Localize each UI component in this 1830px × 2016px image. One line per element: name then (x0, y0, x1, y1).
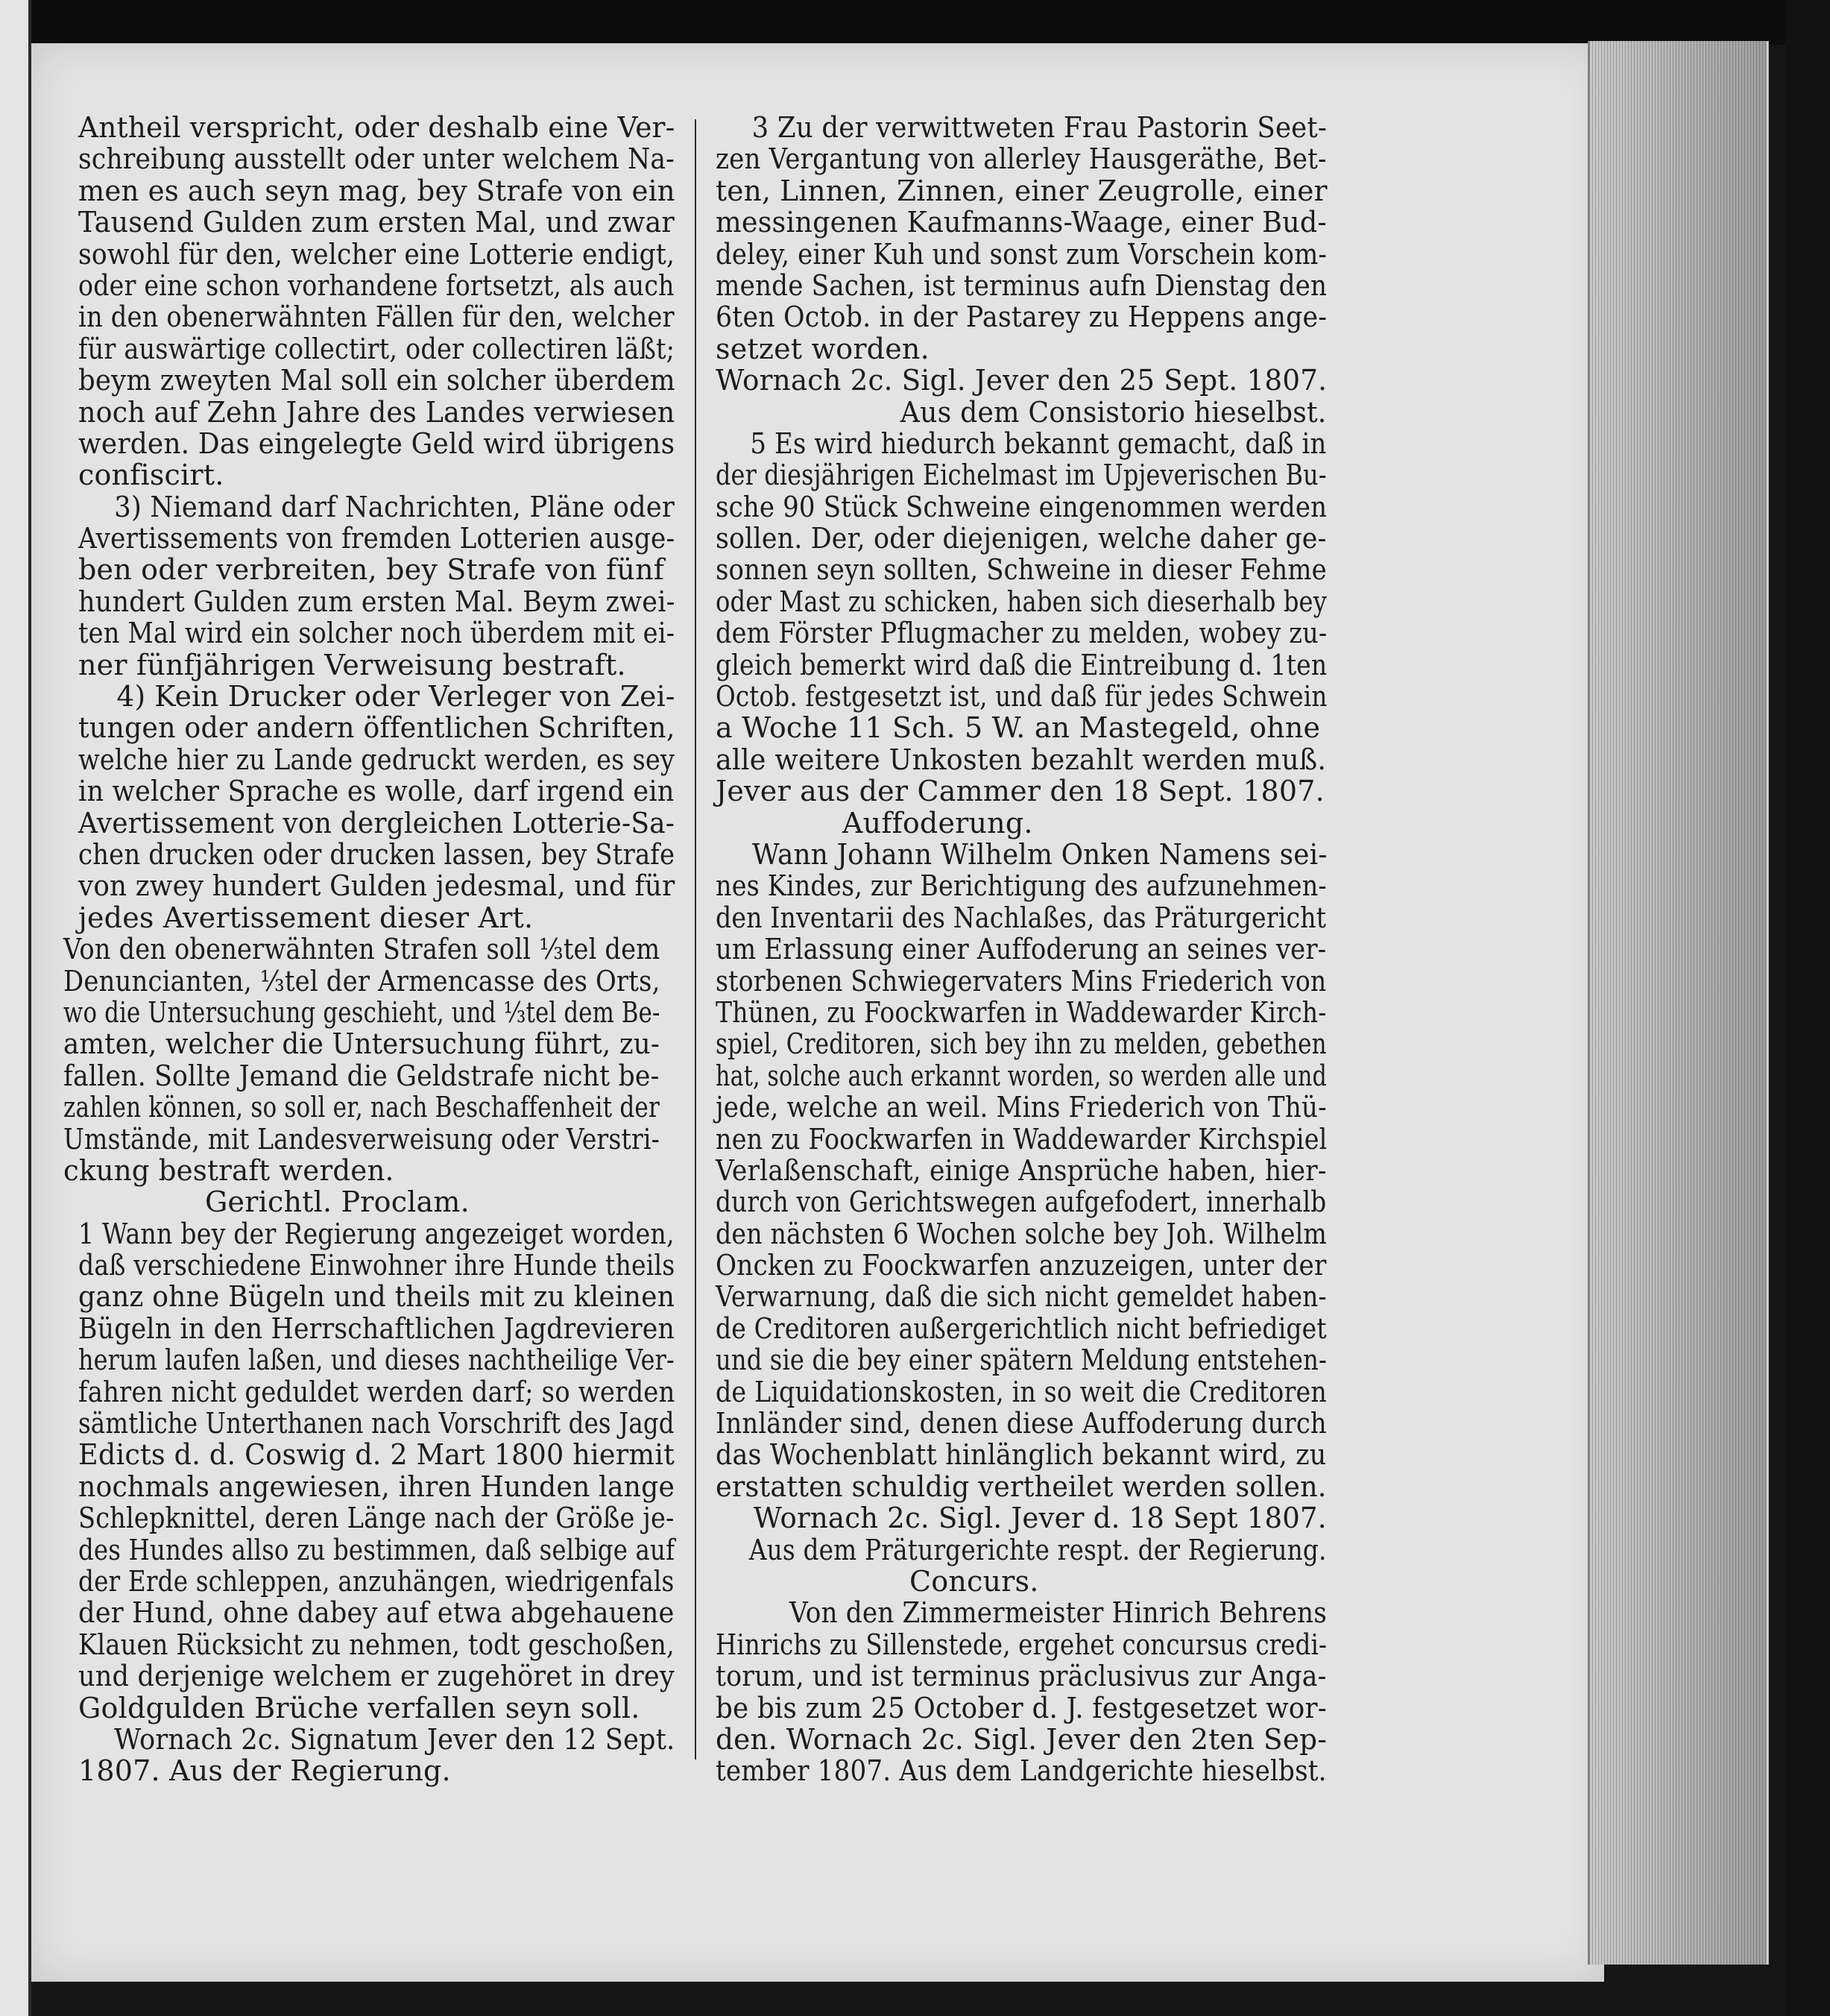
text-line: durch von Gerichtswegen aufgefodert, innerhalb (716, 1185, 1327, 1219)
page-stack-shade (1588, 41, 1767, 1965)
text-line: Wornach 2c. Sigl. Jever den 25 Sept. 1807. (716, 364, 1328, 397)
text-line: Denuncianten, ⅓tel der Armencasse des Orts, (63, 964, 660, 998)
text-line: spiel, Creditoren, sich bey ihn zu melden, gebethen (716, 1027, 1327, 1061)
text-line: 6ten Octob. in der Pastarey zu Heppens ange- (716, 300, 1328, 334)
text-line: men es auch seyn mag, bey Strafe von ein (78, 174, 675, 207)
text-line: hat, solche auch erkannt worden, so werden alle und (716, 1059, 1327, 1092)
text-line: Thünen, zu Foockwarfen in Waddewarder Kirch- (716, 995, 1327, 1029)
text-line: des Hundes allso zu bestimmen, daß selbige auf (78, 1533, 675, 1566)
text-line: amten, welcher die Untersuchung führt, zu- (63, 1027, 660, 1061)
text-line: Aus dem Consistorio hieselbst. (900, 395, 1327, 429)
text-line: tember 1807. Aus dem Landgerichte hieselbst. (716, 1754, 1327, 1788)
text-line: Umstände, mit Landesverweisung oder Verstri- (63, 1122, 660, 1156)
text-line: confiscirt. (78, 459, 224, 492)
text-line: erstatten schuldig vertheilet werden sollen. (716, 1470, 1327, 1503)
text-line: oder eine schon vorhandene fortsetzt, als auch (78, 268, 675, 302)
text-line: und sie die bey einer spätern Meldung entstehen- (716, 1344, 1327, 1377)
text-line: Avertissement von dergleichen Lotterie-Sa- (78, 806, 675, 840)
text-line: das Wochenblatt hinlänglich bekannt wird, zu (716, 1438, 1327, 1472)
text-line: Wornach 2c. Sigl. Jever d. 18 Sept 1807. (753, 1502, 1327, 1535)
text-line: ben oder verbreiten, bey Strafe von fünf (78, 553, 665, 587)
text-line: schreibung ausstellt oder unter welchem Na- (78, 142, 675, 176)
text-line: jedes Avertissement dieser Art. (78, 901, 534, 934)
text-line: fallen. Sollte Jemand die Geldstrafe nicht be- (63, 1059, 660, 1092)
right-text-column (716, 112, 1327, 1787)
text-line: a Woche 11 Sch. 5 W. an Mastegeld, ohne (716, 711, 1321, 745)
text-line: zen Vergantung von allerley Hausgeräthe, Bet- (716, 142, 1327, 176)
text-line: messingenen Kaufmanns-Waage, einer Bud- (716, 206, 1327, 239)
text-line: Antheil verspricht, oder deshalb eine Ver- (78, 111, 675, 144)
text-line: nen zu Foockwarfen in Waddewarder Kirchspiel (716, 1122, 1328, 1156)
left-text-column (63, 111, 675, 1788)
text-line: um Erlassung einer Auffoderung an seines ver- (716, 933, 1327, 966)
text-line: Innländer sind, denen diese Auffoderung durch (716, 1407, 1327, 1440)
text-line: jede, welche an weil. Mins Friederich von Thü- (716, 1091, 1327, 1124)
text-line: zahlen können, so soll er, nach Beschaffenheit der (63, 1091, 660, 1124)
text-line: mende Sachen, ist terminus aufn Dienstag den (716, 268, 1328, 302)
text-line: den. Wornach 2c. Sigl. Jever den 2ten Sep- (716, 1722, 1328, 1756)
text-line: tungen oder andern öffentlichen Schriften, (78, 711, 675, 745)
text-line: storbenen Schwiegervaters Mins Friederich von (716, 964, 1327, 998)
text-line: den Inventarii des Nachlaßes, das Präturgericht (716, 901, 1327, 934)
text-line: 4) Kein Drucker oder Verleger von Zei- (116, 680, 675, 714)
text-line: Auffoderung. (842, 806, 1033, 840)
text-line: Klauen Rücksicht zu nehmen, todt geschoßen, (78, 1628, 675, 1661)
text-line: Von den Zimmermeister Hinrich Behrens (789, 1596, 1327, 1630)
text-line: oder Mast zu schicken, haben sich dieserhalb bey (716, 585, 1328, 618)
text-line: torum, und ist terminus präclusivus zur Anga- (716, 1660, 1327, 1693)
text-line: welche hier zu Lande gedruckt werden, es sey (78, 743, 675, 776)
text-line: und derjenige welchem er zugehöret in drey (78, 1660, 675, 1693)
text-line: fahren nicht geduldet werden darf; so werden (78, 1375, 675, 1408)
text-line: 3 Zu der verwittweten Frau Pastorin Seet- (751, 111, 1328, 144)
text-line: noch auf Zehn Jahre des Landes verwiesen (78, 395, 675, 429)
text-line: hundert Gulden zum ersten Mal. Beym zwei- (78, 585, 675, 618)
text-line: der Erde schleppen, anzuhängen, wiedrigenfals (78, 1564, 675, 1598)
text-line: den nächsten 6 Wochen solche bey Joh. Wilhelm (716, 1217, 1327, 1250)
text-line: in den obenerwähnten Fällen für den, welcher (78, 300, 675, 334)
text-line: be bis zum 25 October d. J. festgesetzet wor- (716, 1691, 1327, 1724)
text-line: Octob. festgesetzt ist, und daß für jedes Schwein (716, 680, 1328, 714)
text-line: der Hund, ohne dabey auf etwa abgehauene (78, 1596, 675, 1630)
text-line: Jever aus der Cammer den 18 Sept. 1807. (716, 775, 1325, 808)
text-line: Edicts d. d. Coswig d. 2 Mart 1800 hiermit (78, 1438, 675, 1472)
text-line: chen drucken oder drucken lassen, bey Strafe (78, 837, 675, 871)
text-line: 1 Wann bey der Regierung angezeiget worden, (78, 1217, 675, 1250)
text-line: Avertissements von fremden Lotterien ausge- (78, 522, 675, 555)
text-line: de Creditoren außergerichtlich nicht befriediget (716, 1311, 1327, 1345)
text-line: 3) Niemand darf Nachrichten, Pläne oder (114, 490, 675, 523)
text-line: deley, einer Kuh und sonst zum Vorschein kom- (716, 237, 1328, 271)
text-line: ner fünfjährigen Verweisung bestraft. (78, 648, 626, 681)
text-line: setzet worden. (716, 332, 930, 365)
text-line: de Liquidationskosten, in so weit die Creditoren (716, 1375, 1327, 1408)
text-line: Concurs. (909, 1564, 1039, 1598)
text-line: wo die Untersuchung geschieht, und ⅓tel dem Be- (63, 995, 660, 1029)
text-line: Schlepknittel, deren Länge nach der Größe je- (78, 1502, 675, 1535)
text-line: herum laufen laßen, und dieses nachtheilige Ver- (78, 1344, 675, 1377)
text-line: gleich bemerkt wird daß die Eintreibung d. 1ten (716, 648, 1328, 681)
text-line: Oncken zu Foockwarfen anzuzeigen, unter der (716, 1249, 1327, 1282)
text-line: Gerichtl. Proclam. (205, 1185, 470, 1219)
text-line: ten Mal wird ein solcher noch überdem mit ei- (78, 617, 675, 650)
text-line: 5 Es wird hiedurch bekannt gemacht, daß in (750, 426, 1327, 460)
text-line: alle weitere Unkosten bezahlt werden muß. (716, 743, 1327, 776)
text-line: von zwey hundert Gulden jedesmal, und für (78, 869, 675, 903)
text-line: sollen. Der, oder diejenigen, welche daher ge- (716, 522, 1327, 555)
text-line: werden. Das eingelegte Geld wird übrigens (78, 426, 675, 460)
text-line: Wornach 2c. Signatum Jever den 12 Sept. (114, 1722, 675, 1756)
text-line: beym zweyten Mal soll ein solcher überdem (78, 364, 675, 397)
column-divider (695, 119, 696, 1760)
text-line: Goldgulden Brüche verfallen seyn soll. (78, 1691, 640, 1724)
text-line: daß verschiedene Einwohner ihre Hunde theils (78, 1249, 675, 1282)
text-line: Bügeln in den Herrschaftlichen Jagdrevieren (78, 1311, 675, 1345)
text-line: sowohl für den, welcher eine Lotterie endigt, (78, 237, 675, 271)
text-line: nes Kindes, zur Berichtigung des aufzunehmen- (716, 869, 1327, 903)
text-line: sche 90 Stück Schweine eingenommen werden (716, 490, 1328, 523)
text-line: sämtliche Unterthanen nach Vorschrift des Jagd (78, 1407, 675, 1440)
facing-page-edge (0, 0, 31, 2016)
text-line: Hinrichs zu Sillenstede, ergehet concursus credi- (716, 1628, 1328, 1661)
text-line: Aus dem Präturgerichte respt. der Regierung. (748, 1533, 1327, 1566)
text-line: 1807. Aus der Regierung. (78, 1754, 451, 1788)
text-line: der diesjährigen Eichelmast im Upjeverischen Bu- (716, 459, 1327, 492)
text-line: in welcher Sprache es wolle, darf irgend ein (78, 775, 675, 808)
text-line: ten, Linnen, Zinnen, einer Zeugrolle, einer (716, 174, 1328, 207)
text-line: dem Förster Pflugmacher zu melden, wobey zu- (716, 617, 1328, 650)
text-line: ckung bestraft werden. (63, 1153, 394, 1187)
scan-border-right (1785, 0, 1830, 2016)
text-line: Verlaßenschaft, einige Ansprüche haben, hier- (716, 1153, 1327, 1187)
text-line: nochmals angewiesen, ihren Hunden lange (78, 1470, 675, 1503)
scan-border-top (0, 0, 1830, 45)
text-line: Verwarnung, daß die sich nicht gemeldet haben- (716, 1280, 1327, 1314)
text-line: ganz ohne Bügeln und theils mit zu kleinen (78, 1280, 675, 1314)
text-line: Wann Johann Wilhelm Onken Namens sei- (752, 837, 1328, 871)
text-line: Von den obenerwähnten Strafen soll ⅓tel dem (63, 933, 660, 966)
text-line: sonnen seyn sollten, Schweine in dieser Fehme (716, 553, 1327, 587)
text-line: Tausend Gulden zum ersten Mal, und zwar (78, 206, 675, 239)
text-line: für auswärtige collectirt, oder collectiren läßt; (78, 332, 675, 365)
